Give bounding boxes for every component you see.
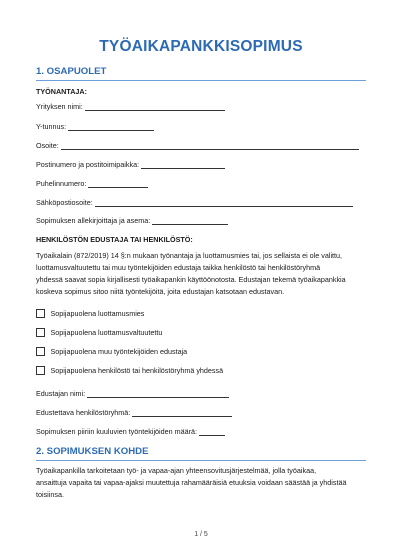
field-label: Sopimuksen piiriin kuuluvien työntekijöiden määrä:: [36, 427, 198, 436]
subject-paragraph: [36, 465, 366, 501]
field-label: Sopimuksen allekirjoittaja ja asema:: [36, 216, 151, 225]
represented-group-field[interactable]: [36, 408, 232, 417]
representative-name-field[interactable]: [36, 389, 229, 398]
business-id-field[interactable]: [36, 122, 154, 131]
checkbox[interactable]: [36, 347, 45, 356]
section-heading-parties: 1. OSAPUOLET: [36, 66, 107, 77]
checkbox-label: Sopijapuolena luottamusmies: [50, 309, 145, 318]
checkbox-staff-group[interactable]: [36, 366, 223, 375]
employee-count-field[interactable]: [36, 427, 225, 436]
document-title: TYÖAIKAPANKKISOPIMUS: [99, 38, 303, 55]
phone-field[interactable]: [36, 179, 148, 188]
field-label: Edustettava henkilöstöryhmä:: [36, 408, 131, 417]
input-line[interactable]: [152, 216, 228, 225]
input-line[interactable]: [95, 198, 353, 207]
paragraph-line: Työaikapankilla tarkoitetaan työ- ja vapaa-ajan yhteensovitusjärjestelmää, jolla työaikaa,: [36, 466, 317, 475]
checkbox-label: Sopijapuolena henkilöstö tai henkilöstöryhmä yhdessä: [50, 366, 224, 375]
checkbox[interactable]: [36, 309, 45, 318]
checkbox-label: Sopijapuolena muu työntekijöiden edustaja: [50, 347, 188, 356]
checkbox-shop-steward[interactable]: [36, 309, 144, 318]
employer-heading: TYÖNANTAJA:: [36, 87, 87, 96]
paragraph-line: toisiinsa.: [36, 490, 64, 499]
paragraph-line: yhdessä saavat sopia kirjallisesti työaikapankin käyttöönotosta. Edustajan tekemä työaikapankkia: [36, 275, 346, 284]
field-label: Puhelinnumero:: [36, 179, 87, 188]
input-line[interactable]: [132, 408, 232, 417]
field-label: Edustajan nimi:: [36, 389, 86, 398]
field-label: Sähköpostiosoite:: [36, 198, 93, 207]
page-number: 1 / 5: [194, 531, 208, 538]
address-field[interactable]: [36, 141, 359, 150]
field-label: Y-tunnus:: [36, 122, 67, 131]
input-line[interactable]: [68, 122, 154, 131]
section-divider: [36, 460, 366, 461]
paragraph-line: Työaikalain (872/2019) 14 §:n mukaan työnantaja ja luottamusmies tai, jos sellaista ei ole valittu,: [36, 251, 343, 260]
checkbox-label: Sopijapuolena luottamusvaltuutettu: [50, 328, 163, 337]
input-line[interactable]: [141, 160, 225, 169]
paragraph-line: luottamusvaltuutettu tai muu työntekijöiden edustaja taikka henkilöstö tai henkilöstöryhmä: [36, 263, 321, 272]
signatory-field[interactable]: [36, 216, 228, 225]
input-line[interactable]: [61, 141, 359, 150]
checkbox-other-representative[interactable]: [36, 347, 187, 356]
field-label: Osoite:: [36, 141, 59, 150]
postal-code-field[interactable]: [36, 160, 225, 169]
section-divider: [36, 80, 366, 81]
email-field[interactable]: [36, 198, 353, 207]
section-heading-subject: 2. SOPIMUKSEN KOHDE: [36, 446, 149, 457]
field-label: Yrityksen nimi:: [36, 102, 83, 111]
input-line[interactable]: [85, 102, 225, 111]
input-line[interactable]: [88, 179, 148, 188]
field-label: Postinumero ja postitoimipaikka:: [36, 160, 140, 169]
staff-heading: HENKILÖSTÖN EDUSTAJA TAI HENKILÖSTÖ:: [36, 235, 193, 244]
checkbox[interactable]: [36, 328, 45, 337]
paragraph-line: ansaittuja vapaita tai vapaa-ajaksi muutettuja rahamääräisiä etuuksia voidaan säästää ja yhdistää: [36, 478, 347, 487]
company-name-field[interactable]: [36, 102, 225, 111]
input-line[interactable]: [199, 427, 225, 436]
staff-paragraph: [36, 250, 366, 298]
input-line[interactable]: [87, 389, 229, 398]
paragraph-line: koskeva sopimus sitoo niitä työntekijöitä, joita edustajan katsotaan edustavan.: [36, 287, 285, 296]
checkbox[interactable]: [36, 366, 45, 375]
checkbox-elected-representative[interactable]: [36, 328, 162, 337]
